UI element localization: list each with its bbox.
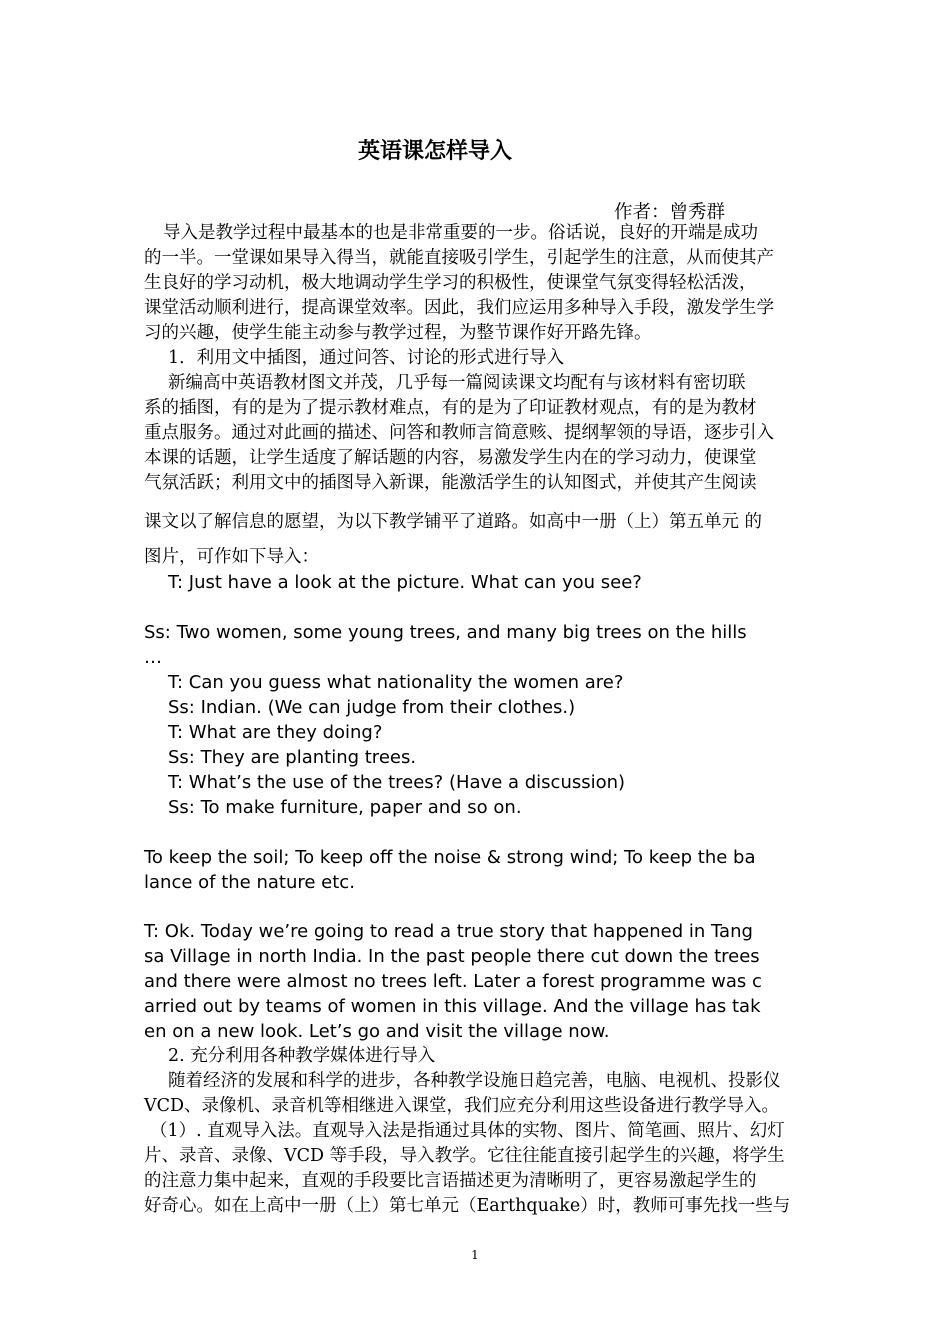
dialogue-line: sa Village in north India. In the past people there cut down the trees xyxy=(144,946,760,967)
body-line: （1）. 直观导入法。直观导入法是指通过具体的实物、图片、简笔画、照片、幻灯 xyxy=(150,1121,785,1141)
body-line: 重点服务。通过对此画的描述、问答和教师言简意赅、提纲挈领的导语，逐步引入 xyxy=(144,423,774,443)
dialogue-line: To keep the soil; To keep off the noise & strong wind; To keep the ba xyxy=(144,847,756,868)
dialogue-line: Ss: They are planting trees. xyxy=(168,747,417,768)
dialogue-line: T: What’s the use of the trees? (Have a discussion) xyxy=(168,772,626,793)
author-line: 作者：曾秀群 xyxy=(614,202,726,223)
dialogue-line: T: Just have a look at the picture. What can you see? xyxy=(168,572,642,593)
body-line: 的注意力集中起来，直观的手段要比言语描述更为清晰明了，更容易激起学生的 xyxy=(144,1171,757,1191)
body-line: 片、录音、录像、VCD 等手段，导入教学。它往往能直接引起学生的兴趣，将学生 xyxy=(144,1146,785,1166)
body-line: 本课的话题，让学生适度了解话题的内容，易激发学生内在的学习动力，使课堂 xyxy=(144,448,757,468)
body-line: 好奇心。如在上高中一册（上）第七单元（Earthquake）时，教师可事先找一些与 xyxy=(144,1196,791,1216)
document-title: 英语课怎样导入 xyxy=(357,138,512,164)
section-heading: 2. 充分利用各种教学媒体进行导入 xyxy=(168,1046,436,1066)
dialogue-line: T: Ok. Today we’re going to read a true story that happened in Tang xyxy=(144,921,753,942)
dialogue-line: en on a new look. Let’s go and visit the village now. xyxy=(144,1021,610,1042)
section-heading: 1．利用文中插图，通过问答、讨论的形式进行导入 xyxy=(168,348,565,368)
body-line: 生良好的学习动机，极大地调动学生学习的积极性，使课堂气氛变得轻松活泼， xyxy=(144,273,757,293)
body-line: 习的兴趣，使学生能主动参与教学过程，为整节课作好开路先锋。 xyxy=(144,323,652,343)
body-line: 导入是教学过程中最基本的也是非常重要的一步。俗话说，良好的开端是成功 xyxy=(163,223,758,243)
dialogue-line: Ss: Indian. (We can judge from their clothes.) xyxy=(168,697,576,718)
dialogue-line: and there were almost no trees left. Later a forest programme was c xyxy=(144,971,762,992)
dialogue-line: T: What are they doing? xyxy=(168,722,383,743)
body-line: 的一半。一堂课如果导入得当，就能直接吸引学生，引起学生的注意，从而使其产 xyxy=(144,248,774,268)
page-number: 1 xyxy=(471,1248,479,1262)
body-line: 气氛活跃；利用文中的插图导入新课，能激活学生的认知图式，并使其产生阅读 xyxy=(144,473,757,493)
dialogue-line: arried out by teams of women in this village. And the village has tak xyxy=(144,996,761,1017)
dialogue-line: T: Can you guess what nationality the women are? xyxy=(168,672,624,693)
body-line: 课堂活动顺利进行，提高课堂效率。因此，我们应运用多种导入手段，激发学生学 xyxy=(144,298,774,318)
dialogue-line: Ss: To make furniture, paper and so on. xyxy=(168,797,522,818)
body-line: VCD、录像机、录音机等相继进入课堂，我们应充分利用这些设备进行教学导入。 xyxy=(144,1096,780,1116)
body-line: 课文以了解信息的愿望，为以下教学铺平了道路。如高中一册（上）第五单元 的 xyxy=(144,512,763,532)
body-line: 新编高中英语教材图文并茂，几乎每一篇阅读课文均配有与该材料有密切联 xyxy=(168,373,746,393)
dialogue-line: Ss: Two women, some young trees, and many big trees on the hills xyxy=(144,622,747,643)
body-line: 系的插图，有的是为了提示教材难点，有的是为了印证教材观点，有的是为教材 xyxy=(144,398,757,418)
body-line: 图片，可作如下导入： xyxy=(144,547,319,567)
body-line: 随着经济的发展和科学的进步，各种教学设施日趋完善，电脑、电视机、投影仪 xyxy=(168,1071,781,1091)
dialogue-line: … xyxy=(144,647,162,668)
dialogue-line: lance of the nature etc. xyxy=(144,872,355,893)
